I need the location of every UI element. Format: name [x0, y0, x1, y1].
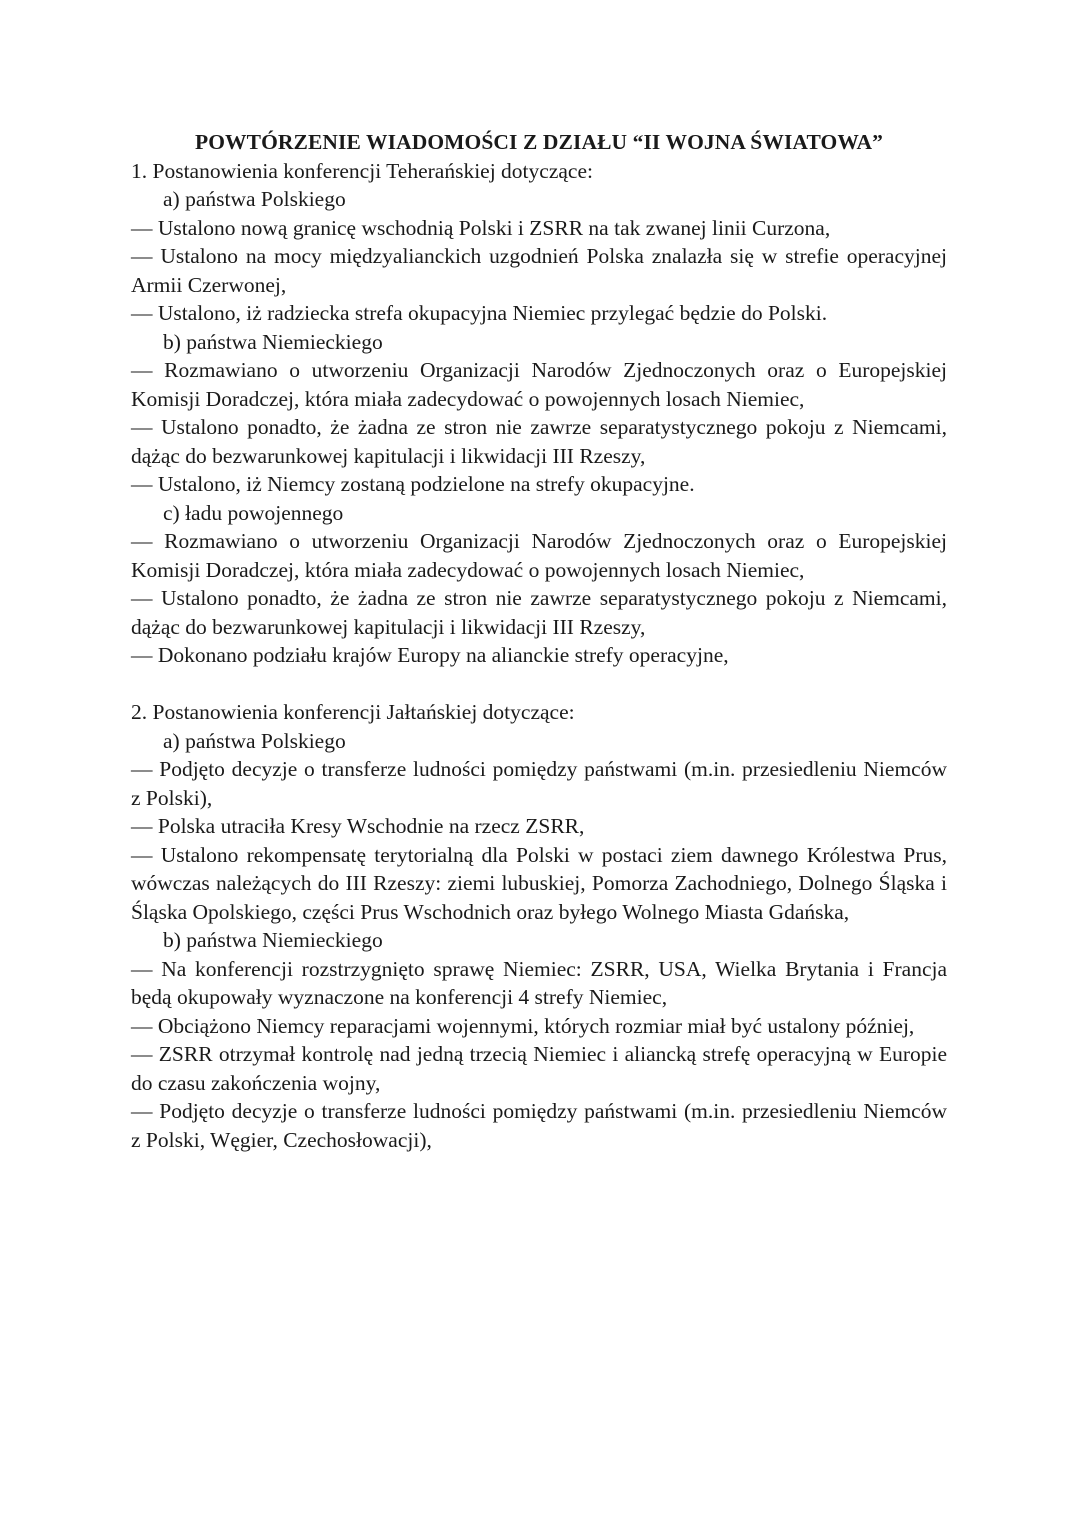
bullet-item: — Rozmawiano o utworzeniu Organizacji Narodów Zjednoczonych oraz o Europejskiej Komisji Doradczej, która miała zadecydować o powojennych losach Niemiec,: [131, 529, 947, 582]
bullet-item: — Ustalono, iż radziecka strefa okupacyjna Niemiec przylegać będzie do Polski.: [131, 301, 828, 325]
bullet-item: — ZSRR otrzymał kontrolę nad jedną trzecią Niemiec i aliancką strefę operacyjną w Europie do czasu zakończenia wojny,: [131, 1042, 947, 1095]
subsection-label-polish-state: a) państwa Polskiego: [163, 187, 346, 211]
bullet-item: — Polska utraciła Kresy Wschodnie na rzecz ZSRR,: [131, 814, 585, 838]
bullet-item: — Ustalono ponadto, że żadna ze stron nie zawrze separatystycznego pokoju z Niemcami, dążąc do bezwarunkowej kapitulacji i likwidacji III Rzeszy,: [131, 415, 947, 468]
bullet-item: — Ustalono na mocy międzyalianckich uzgodnień Polska znalazła się w strefie operacyjnej Armii Czerwonej,: [131, 244, 947, 297]
bullet-item: — Ustalono, iż Niemcy zostaną podzielone na strefy okupacyjne.: [131, 472, 695, 496]
subsection-label-polish-state: a) państwa Polskiego: [163, 728, 346, 753]
bullet-item: — Podjęto decyzje o transferze ludności pomiędzy państwami (m.in. przesiedleniu Niemców z Polski, Węgier, Czechosłowacji),: [131, 1099, 947, 1152]
document-page: [131, 128, 947, 1154]
document-title: POWTÓRZENIE WIADOMOŚCI Z DZIAŁU “II WOJNA ŚWIATOWA”: [194, 130, 884, 154]
bullet-item: — Podjęto decyzje o transferze ludności pomiędzy państwami (m.in. przesiedleniu Niemców z Polski),: [131, 757, 947, 810]
bullet-item: — Obciążono Niemcy reparacjami wojennymi, których rozmiar miał być ustalony później,: [131, 1013, 915, 1038]
subsection-label-postwar-order: c) ładu powojennego: [163, 500, 344, 525]
section-spacer: [131, 670, 947, 699]
bullet-item: — Ustalono nową granicę wschodnią Polski i ZSRR na tak zwanej linii Curzona,: [131, 215, 831, 240]
bullet-item: — Ustalono ponadto, że żadna ze stron nie zawrze separatystycznego pokoju z Niemcami, dążąc do bezwarunkowej kapitulacji i likwidacji III Rzeszy,: [131, 586, 947, 639]
bullet-item: — Na konferencji rozstrzygnięto sprawę Niemiec: ZSRR, USA, Wielka Brytania i Francja będą okupowały wyznaczone na konferencji 4 strefy Niemiec,: [131, 956, 947, 1009]
subsection-label-german-state: b) państwa Niemieckiego: [163, 928, 383, 952]
section-heading-tehran: 1. Postanowienia konferencji Teherańskiej dotyczące:: [131, 158, 593, 183]
bullet-item: — Rozmawiano o utworzeniu Organizacji Narodów Zjednoczonych oraz o Europejskiej Komisji Doradczej, która miała zadecydować o powojennych losach Niemiec,: [131, 358, 947, 411]
subsection-label-german-state: b) państwa Niemieckiego: [163, 329, 383, 354]
bullet-item: — Dokonano podziału krajów Europy na alianckie strefy operacyjne,: [131, 643, 729, 667]
section-heading-yalta: 2. Postanowienia konferencji Jałtańskiej dotyczące:: [131, 700, 575, 724]
bullet-item: — Ustalono rekompensatę terytorialną dla Polski w postaci ziem dawnego Królestwa Prus, wówczas należących do III Rzeszy: ziemi lubuskiej, Pomorza Zachodniego, Dolnego Śląska i Śląska Opolskiego, części Prus Wschodnich oraz byłego Wolnego Miasta Gdańska,: [131, 842, 947, 924]
